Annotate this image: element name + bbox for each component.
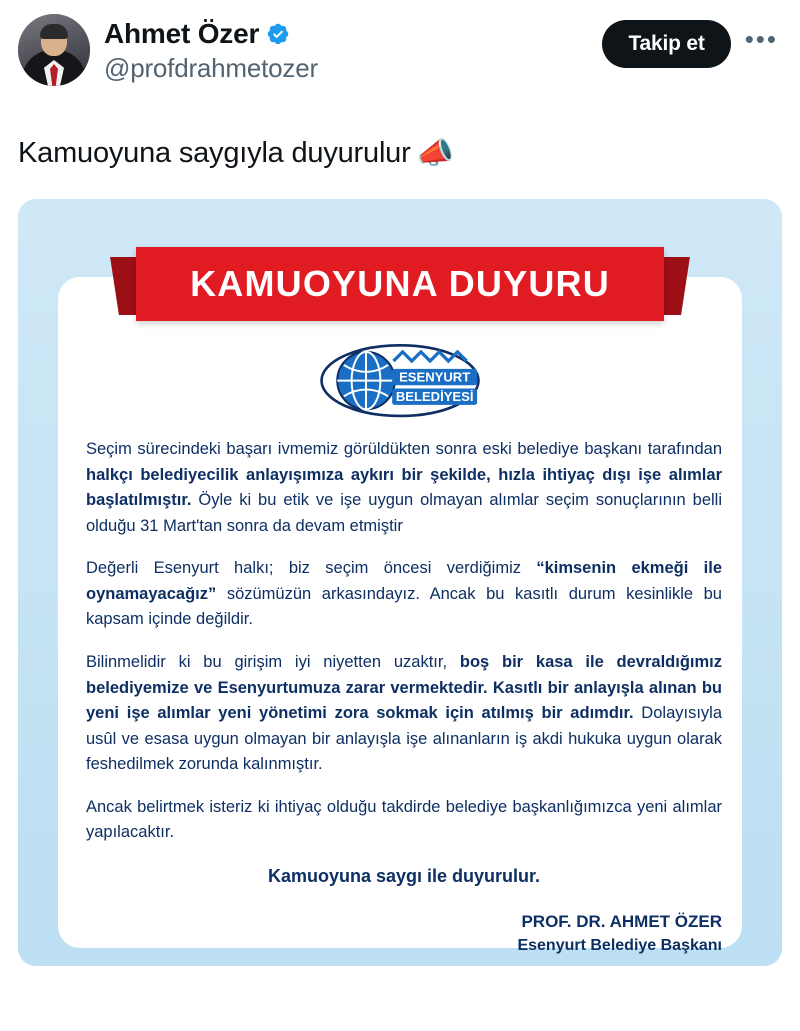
poster-banner-title: KAMUOYUNA DUYURU bbox=[136, 247, 664, 321]
poster-text-run: Ancak belirtmek isteriz ki ihtiyaç olduğu takdirde belediye başkanlığımızca yeni alımlar yapılacaktır. bbox=[86, 797, 722, 842]
svg-text:ESENYURT: ESENYURT bbox=[399, 369, 471, 385]
tweet-text-body: Kamuoyuna saygıyla duyurulur bbox=[18, 137, 411, 169]
poster-paragraph bbox=[86, 437, 722, 539]
poster-text-run: Değerli Esenyurt halkı; biz seçim öncesi verdiğimiz bbox=[86, 559, 537, 578]
tweet-header bbox=[18, 14, 782, 86]
poster-text-run-bold: boş bir kasa ile devraldığımız belediyemize ve Esenyurtumuza zarar vermektedir. Kasıtlı bir anlayışla alınan bu yeni işe alımlar yeni yönetimi zora sokmak için atılmış bir adımdır. bbox=[86, 652, 722, 723]
poster-text-run: sözümüzün arkasındayız. Ancak bu kasıtlı durum kesinlikle bu kapsam içinde değildir. bbox=[86, 584, 722, 629]
megaphone-emoji-icon: 📣 bbox=[416, 137, 454, 170]
signature-name: PROF. DR. AHMET ÖZER bbox=[521, 911, 722, 931]
tweet-media-image[interactable] bbox=[18, 199, 782, 966]
poster-paragraph bbox=[86, 795, 722, 846]
poster-text-run: Bilinmelidir ki bu girişim iyi niyetten uzaktır, bbox=[86, 652, 460, 671]
announcement-poster bbox=[18, 199, 782, 966]
poster-signature bbox=[86, 909, 722, 959]
poster-text-run: Dolayısıyla usûl ve esasa uygun olmayan bir anlayışla işe alınanların iş akdi hukuka uygun olarak feshedilmek zorunda kalınmıştır. bbox=[86, 704, 723, 774]
display-name-row bbox=[104, 18, 588, 50]
poster-body-text bbox=[86, 437, 722, 958]
follow-button[interactable]: Takip et bbox=[602, 20, 730, 68]
account-handle[interactable]: @profdrahmetozer bbox=[104, 53, 318, 83]
tweet-text bbox=[18, 136, 782, 171]
poster-text-run-bold: “kimsenin ekmeği ile oynamayacağız” bbox=[86, 559, 722, 603]
svg-text:BELEDİYESİ: BELEDİYESİ bbox=[395, 388, 474, 404]
poster-text-run: Öyle ki bu etik ve işe uygun olmayan alımlar seçim sonuçlarının belli olduğu 31 Mart'tan sonra da devam etmiştir bbox=[86, 491, 722, 535]
poster-paragraph bbox=[86, 556, 722, 633]
poster-banner bbox=[18, 247, 782, 321]
more-options-icon[interactable]: ••• bbox=[744, 24, 778, 55]
header-actions bbox=[602, 14, 782, 68]
poster-closing-line: Kamuoyuna saygı ile duyurulur. bbox=[267, 865, 541, 886]
poster-text-run: Seçim sürecindeki başarı ivmemiz görüldükten sonra eski belediye başkanı tarafından bbox=[86, 440, 722, 458]
poster-paragraph bbox=[86, 650, 722, 778]
signature-title: Esenyurt Belediye Başkanı bbox=[517, 937, 722, 955]
display-name[interactable]: Ahmet Özer bbox=[104, 18, 260, 49]
avatar[interactable] bbox=[18, 14, 90, 86]
avatar-hair bbox=[40, 24, 68, 39]
esenyurt-belediyesi-logo-icon bbox=[315, 337, 485, 423]
poster-text-run-bold: halkçı belediyecilik anlayışımıza aykırı bir şekilde, hızla ihtiyaç dışı işe alımlar başlatılmıştır. bbox=[86, 465, 722, 510]
account-names bbox=[104, 14, 588, 84]
verified-badge-icon bbox=[266, 22, 290, 46]
